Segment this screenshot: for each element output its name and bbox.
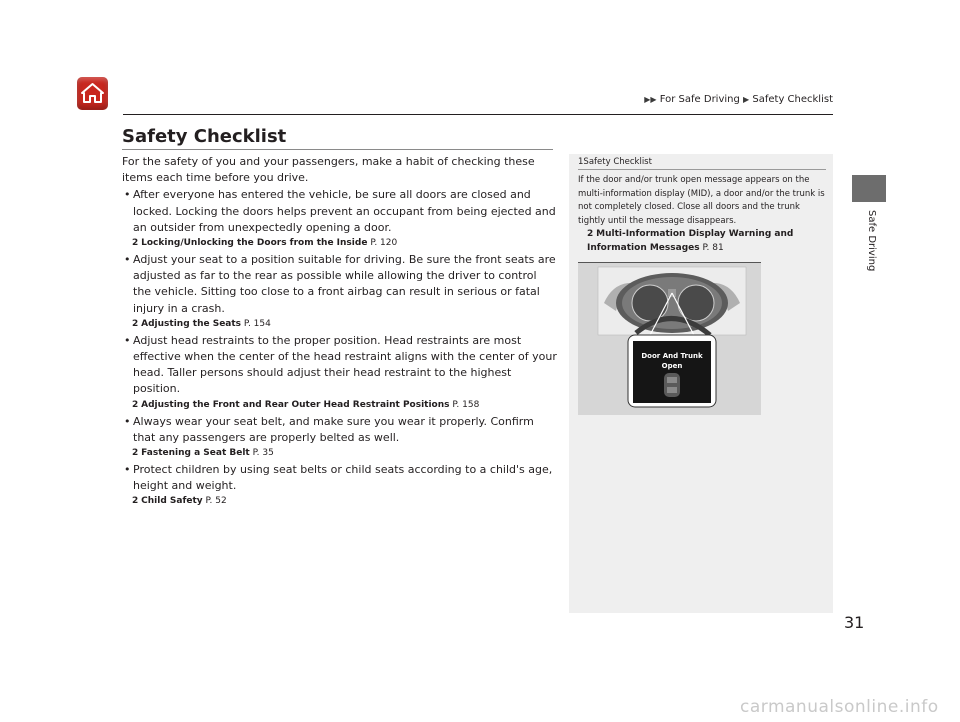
checklist-item bbox=[122, 414, 558, 446]
sidebar-heading-text: Safety Checklist bbox=[583, 157, 652, 167]
breadcrumb-section-link[interactable]: For Safe Driving bbox=[659, 94, 740, 105]
sidebar-cross-reference-link[interactable] bbox=[587, 228, 817, 255]
note-marker-icon: 1 bbox=[578, 157, 584, 167]
checklist-item bbox=[122, 333, 558, 398]
cross-reference-link[interactable] bbox=[122, 446, 558, 461]
chapter-tab bbox=[852, 175, 886, 202]
ref-marker-icon: 2 bbox=[132, 448, 139, 459]
checklist-item-text: Adjust head restraints to the proper position. Head restraints are most effective when the center of the head restraint aligns with the center of your head. Taller persons should adjust their head restraint to the highest position. bbox=[133, 333, 557, 396]
ref-page: P. 154 bbox=[243, 318, 271, 329]
ref-label: Fastening a Seat Belt bbox=[141, 448, 250, 459]
bullet-dot: • bbox=[124, 414, 131, 428]
ref-marker-icon: 2 bbox=[132, 318, 139, 329]
ref-label: Child Safety bbox=[141, 496, 203, 507]
chapter-label: Safe Driving bbox=[866, 210, 877, 272]
bullet-dot: • bbox=[124, 188, 131, 202]
checklist-item bbox=[122, 252, 558, 317]
cross-reference-link[interactable] bbox=[122, 494, 558, 509]
sidebar-heading bbox=[578, 157, 652, 167]
checklist-item-text: After everyone has entered the vehicle, be sure all doors are closed and locked. Locking the doors helps prevent an occupant from being ejected and an outsider from unexpectedly opening a door. bbox=[133, 188, 556, 234]
breadcrumb-separator: ▶ bbox=[743, 95, 750, 104]
breadcrumb-arrows: ▶▶ bbox=[644, 95, 657, 104]
cross-reference-link[interactable] bbox=[122, 398, 558, 413]
page-number: 31 bbox=[844, 613, 865, 632]
home-icon[interactable] bbox=[77, 77, 108, 110]
ref-page: P. 81 bbox=[702, 242, 724, 253]
sidebar-note-text: If the door and/or trunk open message appears on the multi-information display (MID), a door and/or the trunk is not completely closed. Close all doors and the trunk tightly until the message disappears. bbox=[578, 175, 825, 226]
breadcrumb bbox=[644, 94, 833, 105]
ref-marker-icon: 2 bbox=[132, 496, 139, 507]
main-content bbox=[122, 154, 558, 509]
ref-label: Adjusting the Front and Rear Outer Head Restraint Positions bbox=[141, 399, 450, 410]
ref-label: Multi-Information Display Warning and Information Messages bbox=[587, 229, 794, 253]
ref-page: P. 52 bbox=[205, 496, 227, 507]
ref-marker-icon: 2 bbox=[132, 399, 139, 410]
car-top-view-icon bbox=[664, 373, 680, 397]
title-rule bbox=[122, 149, 553, 150]
display-message-line2: Open bbox=[661, 362, 683, 370]
breadcrumb-page: Safety Checklist bbox=[752, 94, 833, 105]
ref-page: P. 35 bbox=[252, 448, 274, 459]
bullet-dot: • bbox=[124, 463, 131, 477]
instrument-cluster-illustration bbox=[578, 262, 761, 415]
display-message-line1: Door And Trunk bbox=[641, 352, 703, 360]
watermark: carmanualsonline.info bbox=[740, 697, 939, 717]
bullet-dot: • bbox=[124, 333, 131, 347]
ref-marker-icon: 2 bbox=[132, 238, 139, 249]
ref-marker-icon: 2 bbox=[587, 229, 594, 239]
bullet-dot: • bbox=[124, 253, 131, 267]
ref-page: P. 158 bbox=[452, 399, 480, 410]
sidebar-rule bbox=[578, 169, 826, 170]
cross-reference-link[interactable] bbox=[122, 236, 558, 251]
ref-label: Locking/Unlocking the Doors from the Inside bbox=[141, 238, 368, 249]
notes-sidebar bbox=[569, 154, 833, 613]
page-title: Safety Checklist bbox=[122, 126, 287, 147]
checklist-item bbox=[122, 187, 558, 236]
checklist-item bbox=[122, 462, 558, 494]
header-rule bbox=[123, 114, 833, 115]
intro-text: For the safety of you and your passengers, make a habit of checking these items each time before you drive. bbox=[122, 155, 535, 185]
checklist-item-text: Protect children by using seat belts or child seats according to a child's age, height and weight. bbox=[133, 463, 553, 493]
ref-label: Adjusting the Seats bbox=[141, 318, 242, 329]
checklist-item-text: Always wear your seat belt, and make sure you wear it properly. Confirm that any passengers are properly belted as well. bbox=[133, 414, 534, 444]
house-icon bbox=[80, 81, 105, 105]
checklist-item-text: Adjust your seat to a position suitable for driving. Be sure the front seats are adjusted as far to the rear as possible while allowing the driver to control the vehicle. Sitting too close to a front airbag can result in serious or fatal injury in a crash. bbox=[133, 253, 556, 315]
ref-page: P. 120 bbox=[370, 238, 398, 249]
cross-reference-link[interactable] bbox=[122, 317, 558, 332]
